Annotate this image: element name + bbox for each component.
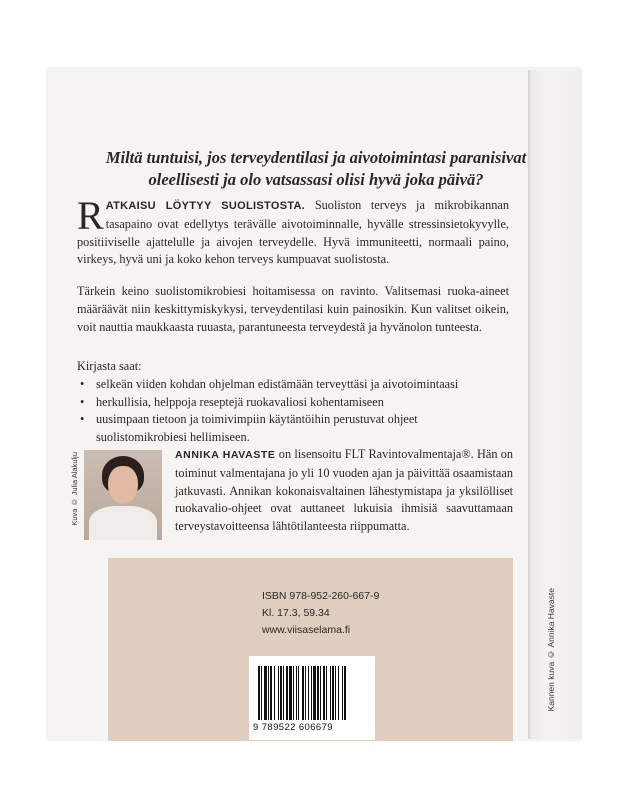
barcode-bar [342, 666, 343, 720]
intro-lead: ATKAISU LÖYTYY SUOLISTOSTA. [105, 200, 306, 212]
barcode-bar [278, 666, 279, 720]
headline [96, 147, 536, 191]
barcode-bar [323, 666, 325, 720]
barcode-icon [257, 666, 367, 720]
barcode-bar [298, 666, 299, 720]
barcode-bar [296, 666, 297, 720]
barcode-bar [317, 666, 319, 720]
intro-text: Suoliston terveys ja mikrobikannan tasapaino ovat edellytys terävälle aivotoiminnalle, hyvälle stressinsietokyvylle, positiiviselle ajattelulle ja aivojen terveydelle. Hyvä immuniteetti, normaali paino, virkeys, hyvä uni ja koko kehon terveys kumpuavat suolistosta. [77, 198, 510, 267]
barcode-bar [289, 666, 292, 720]
headline-line-2: oleellisesti ja olo vatsassasi olisi hyvä joka päivä? [148, 170, 484, 189]
author-bio [175, 446, 513, 536]
benefits-list [77, 358, 509, 447]
list-item: • uusimpaan tietoon ja toimivimpiin käytäntöihin perustuvat ohjeet suolistomikrobiesi hellimiseen. [77, 411, 509, 447]
list-item: • herkullisia, helppoja reseptejä ruokavaliosi kohentamiseen [77, 394, 509, 412]
barcode-bar [313, 666, 316, 720]
classification: Kl. 17.3, 59.34 [262, 607, 330, 619]
barcode-bar [280, 666, 282, 720]
book-spine [530, 70, 582, 739]
spine-cover-credit: Kannen kuva © Annika Havaste [546, 588, 556, 712]
barcode-bar [332, 666, 334, 720]
barcode-digits: 9 789522 606679 [253, 722, 333, 733]
headline-line-1: Miltä tuntuisi, jos terveydentilasi ja aivotoimintasi paranisivat [105, 148, 527, 167]
list-item: • selkeän viiden kohdan ohjelman edistämään terveyttäsi ja aivotoimintaasi [77, 376, 509, 394]
website: www.viisaselama.fi [262, 624, 351, 636]
barcode-bar [258, 666, 260, 720]
list-title: Kirjasta saat: [77, 359, 142, 373]
intro-paragraph [77, 193, 510, 269]
barcode-bar [261, 666, 262, 720]
barcode-bar [311, 666, 312, 720]
barcode-bar [270, 666, 272, 720]
barcode-bar [286, 666, 288, 720]
photo-credit: Kuva © Julia Alakulju [70, 452, 79, 526]
photo-body-shape [89, 506, 157, 540]
barcode-bar [326, 666, 327, 720]
barcode-bar [305, 666, 306, 720]
photo-face-shape [108, 466, 138, 504]
barcode-bar [335, 666, 336, 720]
barcode-bar [308, 666, 309, 720]
author-name: ANNIKA HAVASTE [175, 449, 276, 461]
publication-info [262, 588, 379, 639]
paragraph-2: Tärkein keino suolistomikrobiesi hoitamisessa on ravinto. Valitsemasi ruoka-aineet määräävät niin keskittymiskykysi, terveydentilasi kuin painosikin. Kun valitset oikein, voit nauttia maukkaasta ruuasta, parantuneesta terveydestä ja hyvänolon tunteesta. [77, 284, 509, 334]
barcode-bar [344, 666, 346, 720]
barcode-bar [293, 666, 294, 720]
barcode-bar [338, 666, 339, 720]
isbn: ISBN 978-952-260-667-9 [262, 590, 380, 602]
barcode-bar [330, 666, 331, 720]
barcode-area [249, 656, 375, 740]
author-bio-text: on lisensoitu FLT Ravintovalmentaja®. Hän on toiminut valmentajana jo yli 10 vuoden ajan ja päivittää osaamistaan jatkuvasti. Annikan kokonaisvaltainen lähestymistapa ja yksilölliset ruokavalio-ohjeet ovat auttaneet lukuisia ihmisiä saavuttamaan terveystavoitteensa lähtötilanteesta riippumatta. [175, 447, 514, 534]
barcode-bar [264, 666, 267, 720]
dropcap: R [77, 193, 104, 238]
barcode-bar [302, 666, 304, 720]
author-photo [84, 450, 162, 540]
barcode-bar [283, 666, 284, 720]
barcode-bar [320, 666, 321, 720]
barcode-bar [268, 666, 269, 720]
barcode-bar [274, 666, 275, 720]
